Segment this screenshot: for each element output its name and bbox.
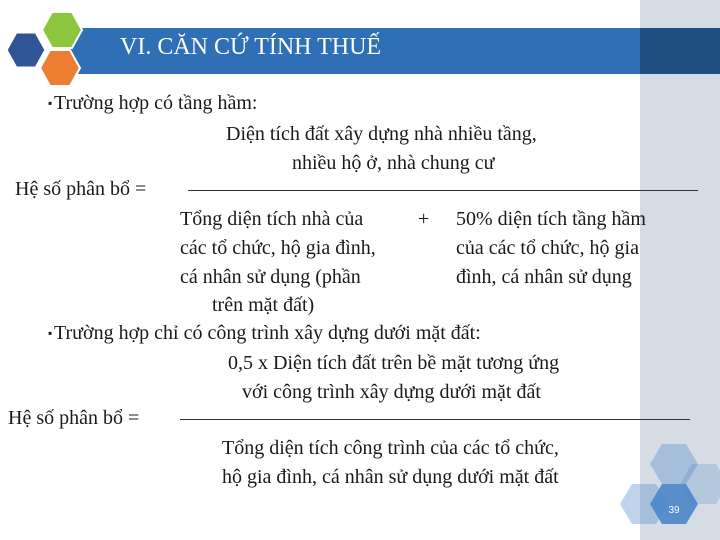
decorative-hexagons-icon [590,400,720,540]
orange-hexagon-icon [40,50,80,86]
case1-plus-sign: + [418,208,430,230]
case1-fraction-line [188,190,698,191]
page-number: 39 [668,505,680,516]
case2-numerator-line1: 0,5 x Diện tích đất trên bề mặt tương ứng [228,352,560,374]
case1-denominator-right-line3: đình, cá nhân sử dụng [456,266,632,288]
case2-numerator-line2: với công trình xây dựng dưới mặt đất [242,381,541,403]
case2-heading: Trường hợp chỉ có công trình xây dựng dưới mặt đất: [54,322,481,344]
title-bar-dark-segment [640,28,720,74]
case1-numerator-line1: Diện tích đất xây dựng nhà nhiều tầng, [226,123,537,145]
case1-denominator-left-line3: cá nhân sử dụng (phần [180,266,361,288]
bullet-marker: ▪ [48,326,53,340]
case2-coefficient-label: Hệ số phân bổ = [8,407,140,429]
case2-denominator-line1: Tổng diện tích công trình của các tổ chức, [222,437,559,459]
hexagon-logo-icon [0,0,90,90]
case2-denominator-line2: hộ gia đình, cá nhân sử dụng dưới mặt đất [222,466,559,488]
case1-denominator-right-line2: của các tổ chức, hộ gia [456,237,639,259]
bullet-marker: ▪ [48,96,53,110]
case1-denominator-right-line1: 50% diện tích tầng hầm [456,208,646,230]
case1-denominator-left-line4: trên mặt đất) [212,294,315,316]
slide-title: VI. CĂN CỨ TÍNH THUẾ [120,34,382,60]
case1-heading: Trường hợp có tầng hầm: [54,92,258,114]
blue-hexagon-icon [6,32,46,68]
green-hexagon-icon [42,12,82,48]
case1-coefficient-label: Hệ số phân bổ = [15,178,147,200]
case1-denominator-left-line2: các tổ chức, hộ gia đình, [180,237,376,259]
case1-denominator-left-line1: Tổng diện tích nhà của [180,208,364,230]
case1-numerator-line2: nhiều hộ ở, nhà chung cư [292,152,495,174]
